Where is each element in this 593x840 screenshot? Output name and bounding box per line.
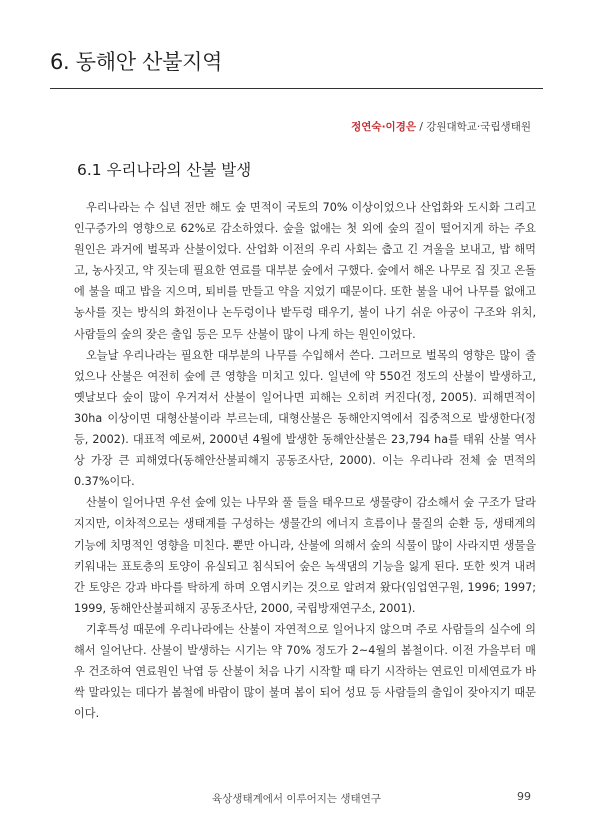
author-affiliation: 강원대학교·국립생태원 [426,121,531,133]
paragraph: 우리나라는 수 십년 전만 해도 숲 면적이 국토의 70% 이상이었으나 산업화와 도시화 그리고 인구증가의 영향으로 62%로 감소하였다. 숲을 없애는 첫 외에 숲의 질이 떨어지게 하는 주요 원인은 과거에 벌목과 산불이었다. 산업화 이전의 우리 사회는 춥고 긴 겨울을 보내고, 밥 해먹고, 농사짓고, 약 짓는데 필요한 연료를 대부분 숲에서 구했다. 숲에서 해온 나무로 집 짓고 온돌에 불을 때고 밥을 지으며, 퇴비를 만들고 약을 지었기 때문이다. 또한 불을 내어 나무를 없애고 농사를 짓는 방식의 화전이나 논두렁이나 밭두렁 태우기, 불이 나기 쉬운 아궁이 구조와 위치, 사람들의 숲의 잦은 출입 등은 모두 산불이 많이 나게 하는 원인이었다. [74,201,536,341]
author-separator: / [416,121,427,133]
page-number: 99 [517,790,531,803]
paragraph: 기후특성 때문에 우리나라에는 산불이 자연적으로 일어나지 않으며 주로 사람들의 실수에 의해서 일어난다. 산불이 발생하는 시기는 약 70% 정도가 2~4월의 봄철이다. 이전 가을부터 매우 건조하여 연료원인 낙엽 등 산불이 처음 나기 시작할 때 타기 시작하는 연료인 미세연료가 바싹 말라있는 데다가 봄철에 바람이 많이 불며 봄이 되어 성묘 등 사람들의 출입이 잦아지기 때문이다. [74,622,536,721]
running-footer: 육상생태계에서 이루어지는 생태연구 [212,793,381,805]
author-names: 정연숙·이경은 [351,121,416,133]
chapter-title: 6. 동해안 산불지역 [50,50,223,74]
author-line [351,119,531,134]
paragraph: 산불이 일어나면 우선 숲에 있는 나무와 풀 들을 태우므로 생물량이 감소해서 숲 구조가 달라지지만, 이차적으로는 생태계를 구성하는 생물간의 에너지 흐름이나 물질의 순환 등, 생태계의 기능에 치명적인 영향을 미친다. 뿐만 아니라, 산불에 의해서 숲의 식물이 많이 사라지면 생물을 키워내는 표토층의 토양이 유실되고 침식되어 숲은 녹색댐의 기능을 잃게 된다. 또한 씻겨 내려간 토양은 강과 바다를 탁하게 하며 오염시키는 것으로 알려져 왔다(임업연구원, 1996; 1997; 1999, 동해안산불피해지 공동조사단, 2000, 국립방재연구소, 2001). [74,496,536,615]
body-text [74,197,536,724]
paragraph: 오늘날 우리나라는 필요한 대부분의 나무를 수입해서 쓴다. 그러므로 벌목의 영향은 많이 줄었으나 산불은 여전히 숲에 큰 영향을 미치고 있다. 일년에 약 550건 정도의 산불이 발생하고, 옛날보다 숲이 많이 우거져서 산불이 일어나면 피해는 오히려 커진다(정, 2005). 피해면적이 30ha 이상이면 대형산불이라 부르는데, 대형산불은 동해안지역에서 집중적으로 발생한다(정 등, 2002). 대표적 예로써, 2000년 4월에 발생한 동해안산불은 23,794 ha를 태워 산불 역사상 가장 큰 피해였다(동해안산불피해지 공동조사단, 2000). 이는 우리나라 전체 숲 면적의 0.37%이다. [74,348,536,489]
chapter-divider [50,88,543,89]
section-title: 6.1 우리나라의 산불 발생 [77,161,252,179]
